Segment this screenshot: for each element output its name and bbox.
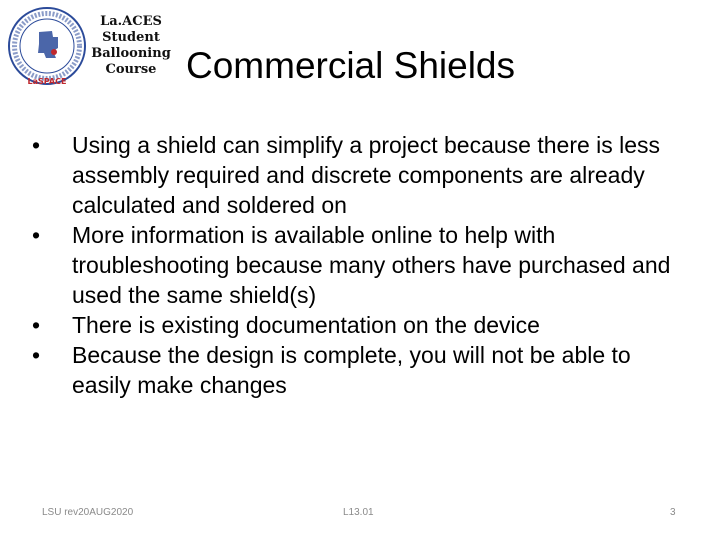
bullet-item bbox=[32, 130, 682, 220]
page-number: 3 bbox=[670, 507, 676, 518]
bullet-text: Using a shield can simplify a project because there is less assembly required and discrete components are already calculated and soldered on bbox=[72, 132, 661, 218]
bullet-list bbox=[32, 130, 682, 400]
seal-brand-text: LaSPACE bbox=[27, 77, 67, 86]
slide-title: Commercial Shields bbox=[186, 45, 515, 86]
course-line-3: Ballooning bbox=[91, 46, 171, 61]
bullet-dot-icon: • bbox=[32, 222, 41, 248]
footer-revision: LSU rev20AUG2020 bbox=[42, 507, 134, 518]
bullet-text: There is existing documentation on the device bbox=[72, 312, 540, 338]
laspace-seal-icon bbox=[6, 4, 88, 88]
course-line-4: Course bbox=[105, 62, 157, 77]
course-line-2: Student bbox=[102, 30, 160, 45]
course-logo bbox=[6, 4, 174, 88]
bullet-text: More information is available online to help with troubleshooting because many others have purchased and used the same shield(s) bbox=[72, 222, 671, 308]
bullet-text: Because the design is complete, you will not be able to easily make changes bbox=[72, 342, 631, 398]
bullet-dot-icon: • bbox=[32, 132, 41, 158]
bullet-item bbox=[32, 220, 682, 310]
course-line-1: La.ACES bbox=[100, 14, 162, 29]
bullet-item bbox=[32, 340, 682, 400]
course-name bbox=[88, 14, 174, 78]
bullet-item bbox=[32, 310, 682, 340]
footer-lesson-id: L13.01 bbox=[343, 507, 374, 518]
bullet-dot-icon: • bbox=[32, 342, 41, 368]
bullet-dot-icon: • bbox=[32, 312, 41, 338]
